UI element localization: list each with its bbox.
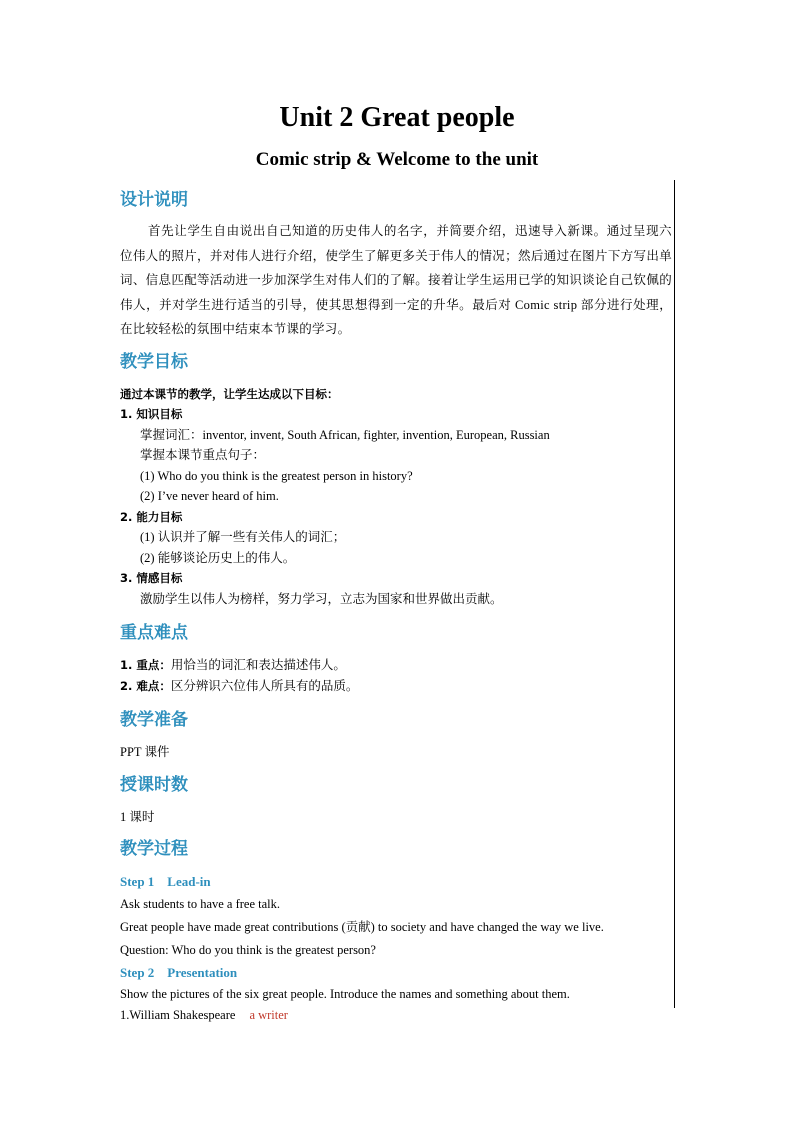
emotion-title: 3. 情感目标 bbox=[120, 571, 183, 585]
hours-text: 1 课时 bbox=[120, 809, 155, 824]
difficult-text: 区分辨识六位伟人所具有的品质。 bbox=[170, 678, 359, 693]
step1-line-2: Great people have made great contributions (贡献) to society and have changed the way we live. bbox=[120, 920, 604, 934]
knowledge-title: 1. 知识目标 bbox=[120, 407, 183, 421]
page-subtitle: Comic strip & Welcome to the unit bbox=[255, 149, 539, 170]
emotion-text: 激励学生以伟人为榜样，努力学习，立志为国家和世界做出贡献。 bbox=[140, 591, 503, 606]
document-body bbox=[120, 188, 672, 1026]
design-text: 首先让学生自由说出自己知道的历史伟人的名字，并简要介绍，迅速导入新课。通过呈现六位伟人的照片，并对伟人进行介绍，使学生了解更多关于伟人的情况；然后通过在图片下方写出单词、信息匹配等活动进一步加深学生对伟人们的了解。接着让学生运用已学的知识谈论自己钦佩的伟人，并对学生进行适当的引导，使其思想得到一定的升华。最后对 Comic strip 部分进行处理，在比较轻松的氛围中结束本节课的学习。 bbox=[120, 224, 672, 336]
preparation-text: PPT 课件 bbox=[120, 745, 170, 759]
hours-heading: 授课时数 bbox=[120, 774, 188, 795]
step1-line-1: Ask students to have a free talk. bbox=[120, 897, 281, 911]
key-text: 用恰当的词汇和表达描述伟人。 bbox=[170, 658, 346, 672]
sentence-2: (2) I’ve never heard of him. bbox=[140, 489, 279, 503]
objectives-intro: 通过本课节的教学，让学生达成以下目标： bbox=[120, 386, 339, 401]
sentence-1: (1) Who do you think is the greatest person in history? bbox=[140, 468, 413, 483]
step2-title: Step 2 Presentation bbox=[120, 965, 238, 980]
step2-line-1: Show the pictures of the six great people. Introduce the names and something about them. bbox=[120, 987, 570, 1001]
sentences-label: 掌握本课节重点句子： bbox=[140, 448, 266, 462]
item1-answer: a writer bbox=[249, 1008, 288, 1022]
ability-2: (2) 能够谈论历史上的伟人。 bbox=[140, 550, 296, 565]
margin-rule bbox=[674, 180, 675, 1008]
key-label: 1. 重点： bbox=[120, 658, 171, 672]
step1-line-3: Question: Who do you think is the greatest person? bbox=[120, 943, 376, 957]
process-heading: 教学过程 bbox=[120, 839, 188, 859]
step1-title: Step 1 Lead-in bbox=[120, 874, 211, 889]
objectives-heading: 教学目标 bbox=[120, 351, 188, 372]
design-heading: 设计说明 bbox=[120, 190, 188, 210]
item1-name: 1.William Shakespeare bbox=[120, 1008, 236, 1022]
page-title: Unit 2 Great people bbox=[279, 102, 515, 133]
key-points-heading: 重点难点 bbox=[120, 623, 188, 643]
vocab-line: 掌握词汇：inventor, invent, South African, fighter, invention, European, Russian bbox=[140, 427, 550, 442]
ability-1: (1) 认识并了解一些有关伟人的词汇； bbox=[140, 530, 346, 544]
difficult-label: 2. 难点： bbox=[120, 678, 171, 693]
preparation-heading: 教学准备 bbox=[120, 710, 188, 730]
ability-title: 2. 能力目标 bbox=[120, 509, 183, 524]
